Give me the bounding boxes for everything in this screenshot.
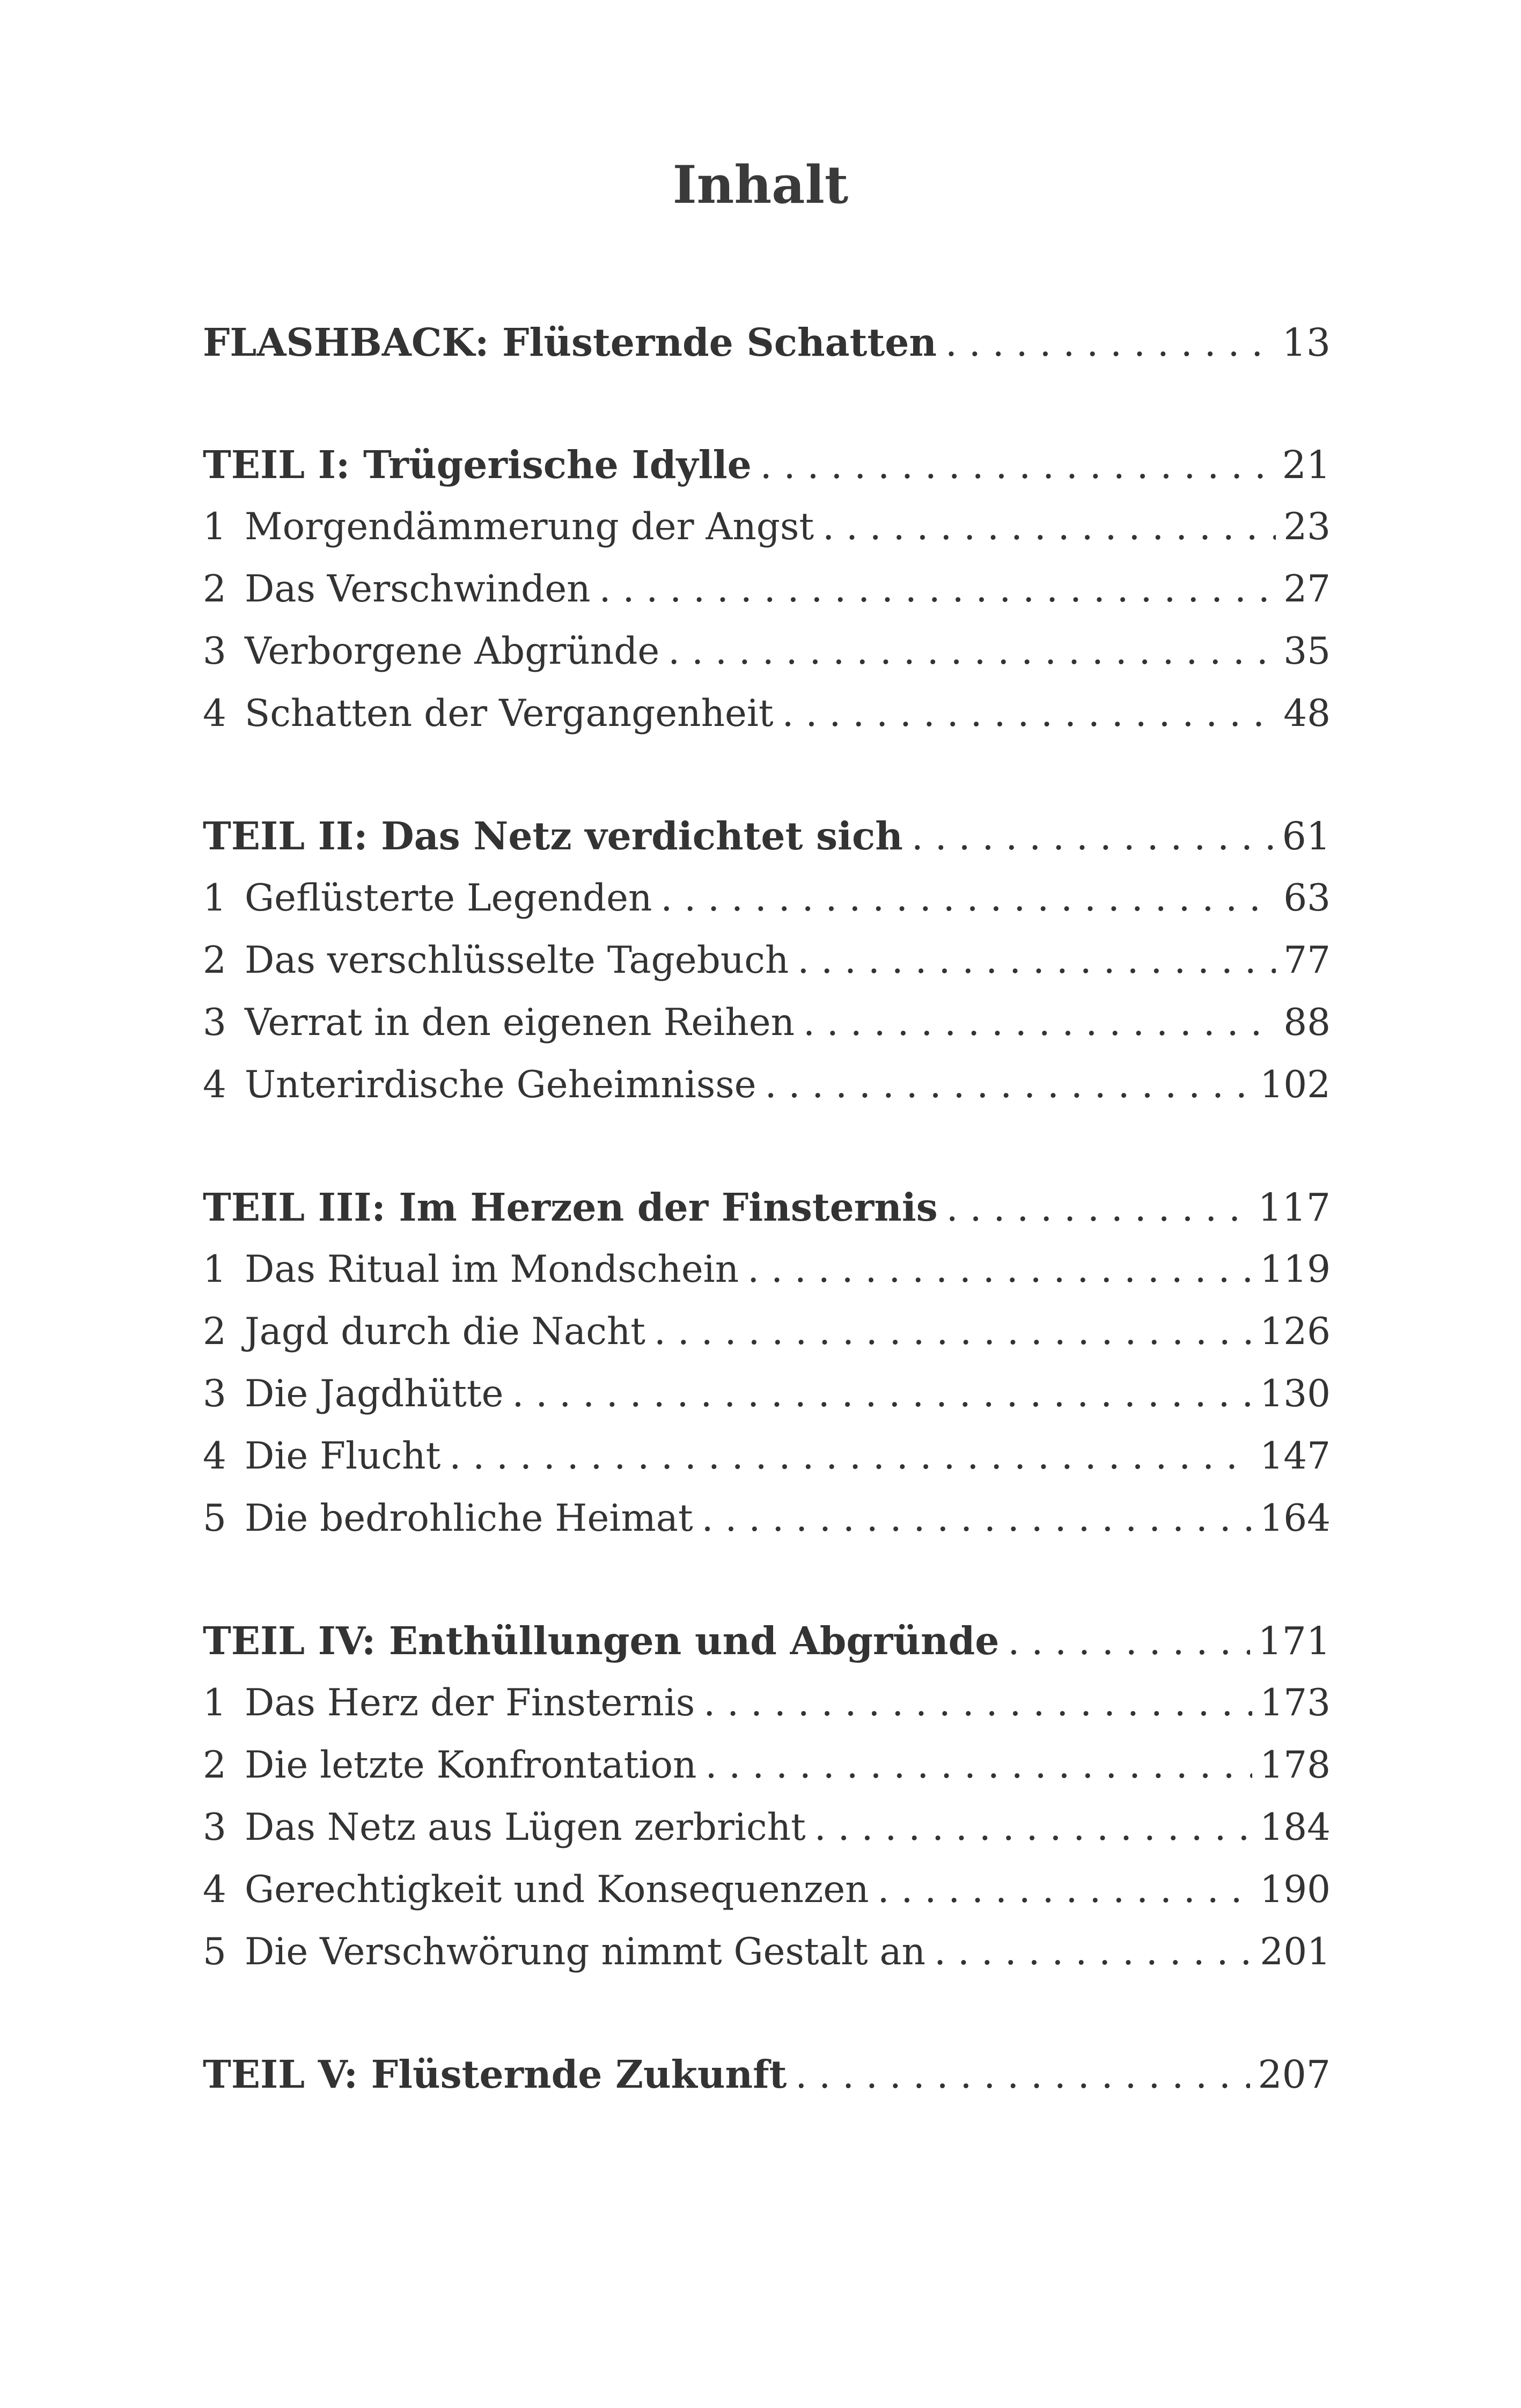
dot-leader: [747, 1238, 1252, 1301]
dot-leader: [782, 682, 1276, 745]
toc-chapter-entry[interactable]: [203, 867, 1331, 929]
dot-leader: [705, 1734, 1252, 1796]
dot-leader: [912, 805, 1275, 868]
dot-leader: [512, 1363, 1252, 1425]
toc-chapter-entry[interactable]: [203, 1425, 1331, 1487]
chapter-title: Die Jagdhütte: [245, 1372, 504, 1415]
toc-chapter-entry[interactable]: [203, 1672, 1331, 1734]
chapter-number: 2: [203, 939, 226, 982]
section-title: TEIL V: Flüsternde Zukunft: [203, 2052, 787, 2097]
chapter-number: 2: [203, 1744, 226, 1787]
chapter-number: 1: [203, 1682, 226, 1724]
dot-leader: [797, 929, 1276, 992]
chapter-title: Die Flucht: [245, 1435, 441, 1478]
page-number: 190: [1260, 1868, 1331, 1911]
toc-chapter-entry[interactable]: [203, 1301, 1331, 1363]
chapter-title: Das verschlüsselte Tagebuch: [245, 939, 789, 982]
section-title: TEIL III: Im Herzen der Finsternis: [203, 1185, 938, 1230]
chapter-title: Geflüsterte Legenden: [245, 877, 652, 920]
toc-chapter-entry[interactable]: [203, 1796, 1331, 1859]
toc-section-heading[interactable]: [203, 1610, 1331, 1672]
dot-leader: [765, 1054, 1253, 1116]
chapter-title: Die bedrohliche Heimat: [245, 1497, 693, 1540]
section-title: TEIL I: Trügerische Idylle: [203, 442, 752, 487]
dot-leader: [878, 1859, 1253, 1921]
section-spacer: [203, 373, 1331, 434]
chapter-title: Die Verschwörung nimmt Gestalt an: [245, 1930, 926, 1973]
chapter-title: Verborgene Abgründe: [245, 630, 660, 673]
page-number: 27: [1283, 568, 1331, 611]
page-number: 147: [1260, 1435, 1331, 1478]
chapter-title: Unterirdische Geheimnisse: [245, 1063, 756, 1106]
toc-chapter-entry[interactable]: [203, 929, 1331, 992]
chapter-title: Das Ritual im Mondschein: [245, 1248, 739, 1291]
chapter-title: Die letzte Konfrontation: [245, 1744, 697, 1787]
chapter-number: 1: [203, 877, 226, 920]
toc-chapter-entry[interactable]: [203, 1859, 1331, 1921]
dot-leader: [803, 992, 1276, 1054]
dot-leader: [945, 312, 1275, 375]
toc-chapter-entry[interactable]: [203, 558, 1331, 620]
page-number: 164: [1260, 1497, 1331, 1540]
chapter-title: Verrat in den eigenen Reihen: [245, 1001, 795, 1044]
dot-leader: [449, 1425, 1252, 1487]
page-number: 102: [1260, 1063, 1331, 1106]
chapter-number: 1: [203, 505, 226, 548]
dot-leader: [703, 1672, 1252, 1734]
dot-leader: [822, 496, 1276, 558]
chapter-number: 3: [203, 1001, 226, 1044]
dot-leader: [668, 620, 1276, 682]
chapter-number: 3: [203, 630, 226, 673]
page-number: 23: [1283, 505, 1331, 548]
dot-leader: [814, 1796, 1253, 1859]
section-title: TEIL IV: Enthüllungen und Abgründe: [203, 1618, 1000, 1663]
chapter-number: 2: [203, 1310, 226, 1353]
page-number: 178: [1260, 1744, 1331, 1787]
chapter-title: Das Herz der Finsternis: [245, 1682, 695, 1724]
section-spacer: [203, 1116, 1331, 1176]
page-number: 173: [1260, 1682, 1331, 1724]
chapter-number: 5: [203, 1930, 226, 1973]
table-of-contents: [203, 311, 1331, 2105]
page-number: 171: [1258, 1619, 1331, 1663]
toc-chapter-entry[interactable]: [203, 1921, 1331, 1983]
toc-chapter-entry[interactable]: [203, 1238, 1331, 1301]
toc-section-heading[interactable]: [203, 311, 1331, 373]
chapter-title: Schatten der Vergangenheit: [245, 692, 774, 735]
page-number: 21: [1282, 443, 1331, 487]
dot-leader: [702, 1487, 1253, 1550]
chapter-number: 3: [203, 1806, 226, 1849]
toc-section-heading[interactable]: [203, 1176, 1331, 1238]
toc-chapter-entry[interactable]: [203, 1734, 1331, 1796]
toc-chapter-entry[interactable]: [203, 992, 1331, 1054]
chapter-title: Gerechtigkeit und Konsequenzen: [245, 1868, 869, 1911]
chapter-number: 5: [203, 1497, 226, 1540]
dot-leader: [760, 434, 1275, 497]
chapter-title: Das Netz aus Lügen zerbricht: [245, 1806, 806, 1849]
dot-leader: [934, 1921, 1252, 1983]
page-number: 207: [1258, 2052, 1331, 2097]
page-number: 119: [1260, 1248, 1331, 1291]
section-spacer: [203, 745, 1331, 805]
page-number: 48: [1283, 692, 1331, 735]
toc-section-heading[interactable]: [203, 434, 1331, 496]
toc-chapter-entry[interactable]: [203, 1054, 1331, 1116]
toc-chapter-entry[interactable]: [203, 496, 1331, 558]
chapter-number: 4: [203, 692, 226, 735]
page-number: 201: [1260, 1930, 1331, 1973]
toc-chapter-entry[interactable]: [203, 682, 1331, 745]
page-number: 35: [1283, 630, 1331, 673]
page-number: 126: [1260, 1310, 1331, 1353]
dot-leader: [660, 867, 1276, 929]
section-spacer: [203, 1983, 1331, 2043]
dot-leader: [795, 2044, 1250, 2106]
dot-leader: [946, 1177, 1251, 1239]
page-number: 13: [1282, 320, 1331, 365]
page-number: 184: [1260, 1806, 1331, 1849]
chapter-title: Morgendämmerung der Angst: [245, 505, 814, 548]
page-number: 61: [1282, 814, 1331, 858]
page-title: Inhalt: [672, 155, 849, 215]
page-number: 130: [1260, 1372, 1331, 1415]
page-number: 117: [1258, 1185, 1331, 1230]
section-spacer: [203, 1550, 1331, 1610]
chapter-number: 2: [203, 568, 226, 611]
chapter-number: 4: [203, 1063, 226, 1106]
chapter-title: Jagd durch die Nacht: [245, 1310, 646, 1353]
dot-leader: [654, 1301, 1252, 1363]
toc-chapter-entry[interactable]: [203, 1363, 1331, 1425]
section-title: TEIL II: Das Netz verdichtet sich: [203, 813, 903, 858]
chapter-number: 4: [203, 1868, 226, 1911]
section-title: FLASHBACK: Flüsternde Schatten: [203, 320, 937, 365]
toc-section-heading[interactable]: [203, 2043, 1331, 2105]
chapter-number: 1: [203, 1248, 226, 1291]
page-number: 77: [1283, 939, 1331, 982]
toc-chapter-entry[interactable]: [203, 1487, 1331, 1550]
toc-chapter-entry[interactable]: [203, 620, 1331, 682]
dot-leader: [599, 558, 1276, 620]
page-number: 63: [1283, 877, 1331, 920]
chapter-number: 3: [203, 1372, 226, 1415]
chapter-title: Das Verschwinden: [245, 568, 591, 611]
toc-section-heading[interactable]: [203, 805, 1331, 867]
page-number: 88: [1283, 1001, 1331, 1044]
dot-leader: [1008, 1610, 1250, 1673]
chapter-number: 4: [203, 1435, 226, 1478]
